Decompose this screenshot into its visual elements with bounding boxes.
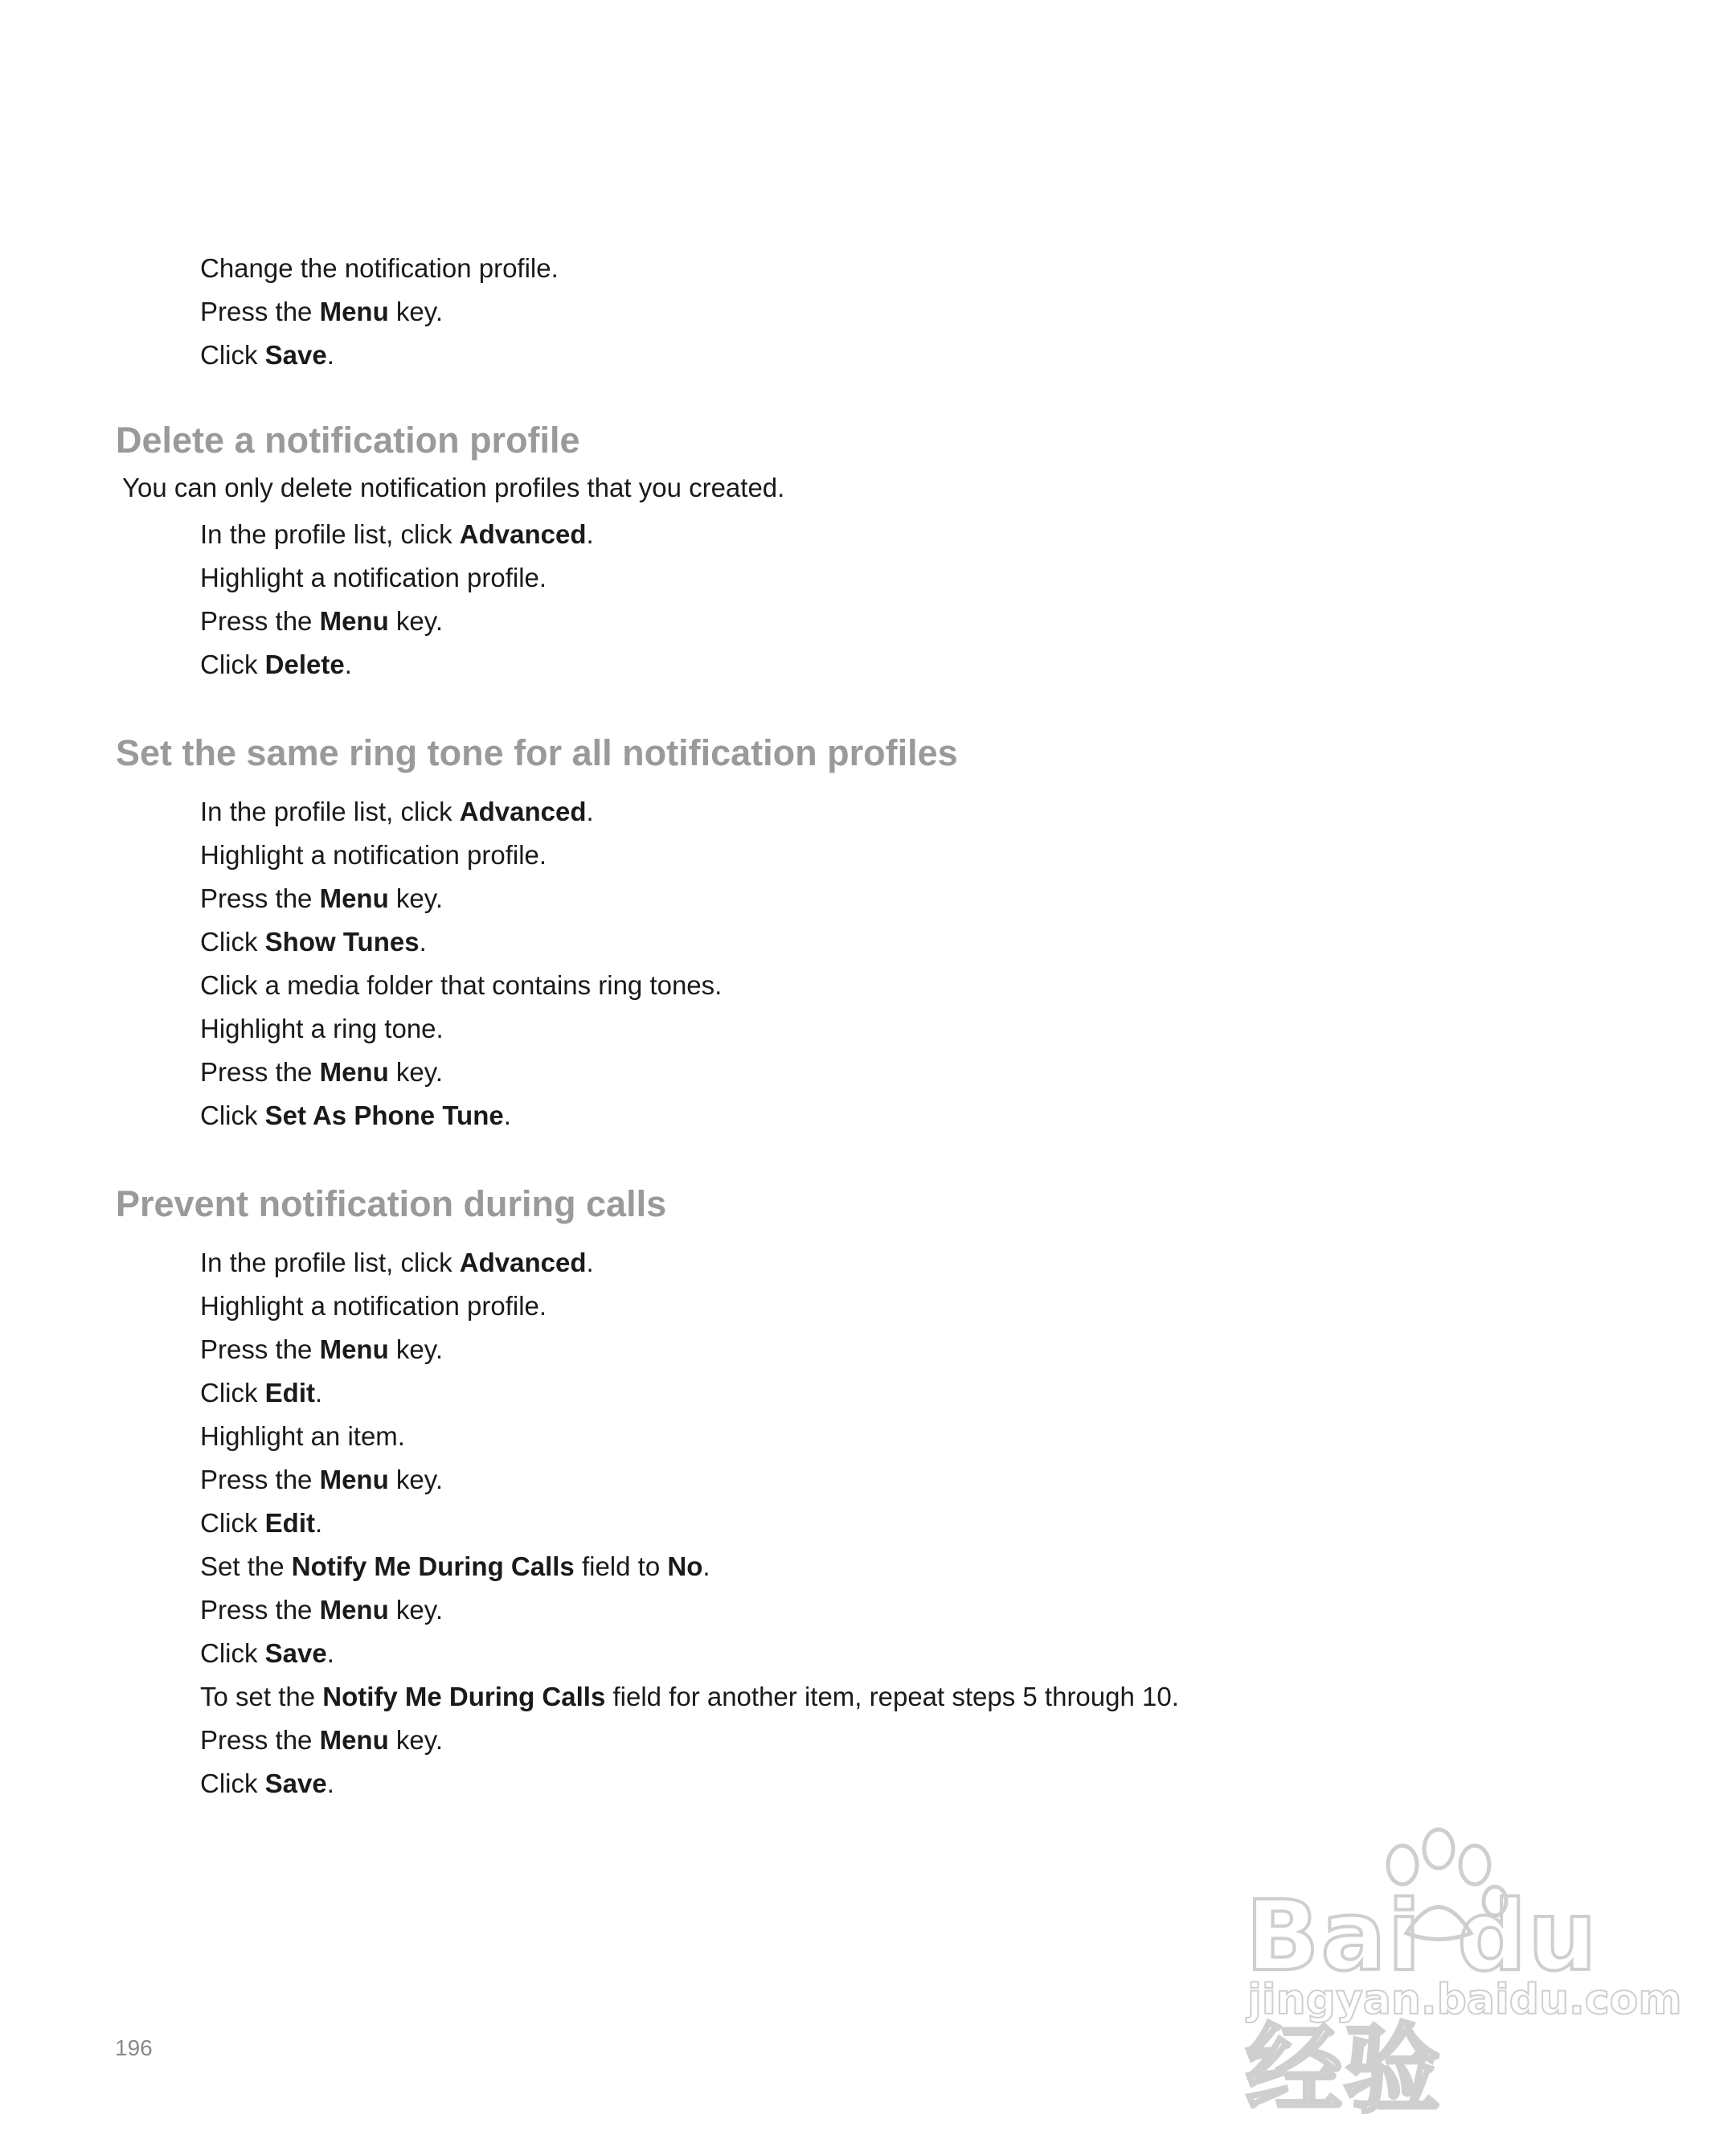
step-text-run: Click a media folder that contains ring tones. [200,970,723,1000]
step-text-run: Click [200,927,265,957]
step-text-run: Set the [200,1551,292,1581]
step-text-run: . [326,1768,334,1798]
step-text-run: . [344,650,352,679]
step-ui-term: Menu [319,1334,389,1364]
step-text [200,1588,443,1632]
step-ui-term: Advanced [459,519,587,549]
step-text-run: Press the [200,1725,320,1755]
step-ui-term: Notify Me During Calls [322,1682,606,1711]
step-ui-term: Advanced [459,1248,587,1277]
step-text-run: Click [200,340,265,370]
watermark-brand-text: Bai du 经验 [1246,1881,1599,2126]
step-ui-term: Menu [319,1725,389,1755]
step-text [200,1545,710,1588]
step-text-run: key. [388,1725,443,1755]
step-text-run: key. [388,1057,443,1087]
step-text-run: . [503,1100,511,1130]
baidu-jingyan-watermark [1230,1825,1682,2126]
step-text [200,1675,1179,1719]
step-text-run: . [586,797,594,826]
step-text-run: field for another item, repeat steps 5 through 10. [605,1682,1179,1711]
section-intro: You can only delete notification profiles that you created. [122,473,785,502]
step-text-run: . [702,1551,710,1581]
step-ui-term: Show Tunes [264,927,420,957]
step-text-run: key. [388,1465,443,1494]
step-ui-term: Menu [319,1057,389,1087]
step-text [200,1502,322,1545]
step-text [200,1719,443,1762]
step-text [200,1632,334,1675]
step-text [200,834,547,877]
step-text [200,920,427,964]
step-ui-term: Edit [264,1508,315,1538]
step-text [200,877,443,920]
step-text-run: Press the [200,606,320,636]
step-text-run: Change the notification profile. [200,253,559,283]
step-text-run: Click [200,1378,265,1408]
step-text-run: Click [200,1638,265,1668]
step-ui-term: Save [264,1768,327,1798]
step-text [200,600,443,643]
step-text-run: Highlight a notification profile. [200,840,547,870]
step-ui-term: Save [264,1638,327,1668]
step-text [200,1415,405,1458]
step-text [200,1051,443,1094]
step-text [200,556,547,600]
step-text [200,1762,334,1805]
step-text [200,1007,444,1051]
page-number: 196 [115,2035,153,2060]
step-ui-term: Advanced [459,797,587,826]
step-text [200,334,334,377]
step-ui-term: Edit [264,1378,315,1408]
section-heading-same-ring-tone: Set the same ring tone for all notification profiles [116,732,958,773]
step-ui-term: No [667,1551,703,1581]
watermark-site-text: jingyan.baidu.com [1247,1976,1682,2024]
step-text [200,790,594,834]
step-text [200,1458,443,1502]
step-text-run: Press the [200,1057,320,1087]
step-text [200,290,443,334]
step-text-run: key. [388,1334,443,1364]
step-text-run: Highlight an item. [200,1421,405,1451]
step-text [200,247,559,290]
step-ui-term: Set As Phone Tune [264,1100,504,1130]
step-text-run: key. [388,883,443,913]
step-text-run: field to [574,1551,668,1581]
step-text-run: In the profile list, click [200,519,460,549]
step-text-run: . [315,1508,323,1538]
step-text-run: . [326,1638,334,1668]
step-text-run: . [586,519,594,549]
step-text-run: In the profile list, click [200,797,460,826]
step-text [200,1241,594,1285]
step-ui-term: Menu [319,1465,389,1494]
step-text-run: . [326,340,334,370]
step-text-run: . [586,1248,594,1277]
step-text-run: key. [388,297,443,326]
step-ui-term: Menu [319,297,389,326]
step-text-run: Press the [200,1595,320,1625]
step-text [200,1285,547,1328]
step-text-run: Highlight a notification profile. [200,563,547,592]
step-text-run: . [419,927,427,957]
step-text [200,1094,511,1137]
step-text [200,643,352,686]
step-ui-term: Menu [319,1595,389,1625]
step-text-run: Press the [200,1465,320,1494]
step-text-run: Click [200,1508,265,1538]
section-heading-prevent-notification: Prevent notification during calls [116,1183,667,1224]
step-text-run: Press the [200,883,320,913]
step-text [200,964,722,1007]
step-text-run: Click [200,650,265,679]
step-text-run: Highlight a notification profile. [200,1291,547,1321]
step-ui-term: Menu [319,606,389,636]
step-text-run: Click [200,1100,265,1130]
step-ui-term: Notify Me During Calls [291,1551,575,1581]
step-text [200,1328,443,1371]
step-text-run: To set the [200,1682,323,1711]
step-text [200,513,594,556]
step-ui-term: Menu [319,883,389,913]
step-text-run: key. [388,606,443,636]
step-ui-term: Delete [264,650,345,679]
step-text-run: Highlight a ring tone. [200,1014,444,1043]
section-heading-delete-profile: Delete a notification profile [116,420,580,461]
step-text-run: Press the [200,297,320,326]
step-ui-term: Save [264,340,327,370]
step-text-run: . [315,1378,323,1408]
step-text-run: Press the [200,1334,320,1364]
step-text-run: key. [388,1595,443,1625]
step-text-run: Click [200,1768,265,1798]
step-text [200,1371,322,1415]
step-text-run: In the profile list, click [200,1248,460,1277]
